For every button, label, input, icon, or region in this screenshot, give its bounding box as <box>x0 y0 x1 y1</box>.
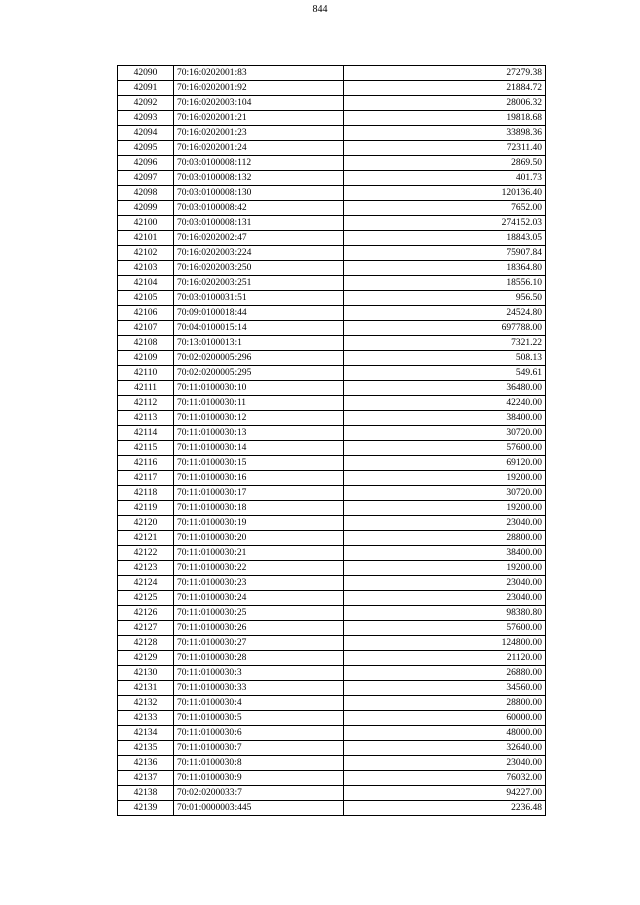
row-number-cell: 42121 <box>118 531 174 546</box>
table-row <box>118 741 546 756</box>
cadastral-value-cell: 401.73 <box>344 171 546 186</box>
row-number-cell: 42110 <box>118 366 174 381</box>
row-number-cell: 42125 <box>118 591 174 606</box>
table-row <box>118 201 546 216</box>
table-row <box>118 801 546 816</box>
cadastral-number-cell: 70:01:0000003:445 <box>174 801 344 816</box>
table-row <box>118 471 546 486</box>
row-number-cell: 42104 <box>118 276 174 291</box>
cadastral-number-cell: 70:11:0100030:14 <box>174 441 344 456</box>
row-number-cell: 42090 <box>118 66 174 81</box>
cadastral-number-cell: 70:11:0100030:9 <box>174 771 344 786</box>
cadastral-number-cell: 70:04:0100015:14 <box>174 321 344 336</box>
cadastral-value-cell: 76032.00 <box>344 771 546 786</box>
cadastral-value-cell: 19818.68 <box>344 111 546 126</box>
cadastral-number-cell: 70:03:0100008:130 <box>174 186 344 201</box>
cadastral-number-cell: 70:11:0100030:13 <box>174 426 344 441</box>
cadastral-value-cell: 26880.00 <box>344 666 546 681</box>
table-row <box>118 66 546 81</box>
row-number-cell: 42105 <box>118 291 174 306</box>
cadastral-value-cell: 18364.80 <box>344 261 546 276</box>
row-number-cell: 42133 <box>118 711 174 726</box>
cadastral-value-cell: 19200.00 <box>344 471 546 486</box>
cadastral-value-table <box>117 65 546 816</box>
row-number-cell: 42113 <box>118 411 174 426</box>
table-row <box>118 591 546 606</box>
table-row <box>118 546 546 561</box>
cadastral-number-cell: 70:16:0202002:47 <box>174 231 344 246</box>
cadastral-number-cell: 70:09:0100018:44 <box>174 306 344 321</box>
cadastral-value-cell: 72311.40 <box>344 141 546 156</box>
table-row <box>118 576 546 591</box>
cadastral-number-cell: 70:16:0202001:23 <box>174 126 344 141</box>
table-row <box>118 501 546 516</box>
cadastral-value-cell: 34560.00 <box>344 681 546 696</box>
row-number-cell: 42111 <box>118 381 174 396</box>
row-number-cell: 42124 <box>118 576 174 591</box>
table-body <box>118 66 546 816</box>
cadastral-number-cell: 70:03:0100008:132 <box>174 171 344 186</box>
row-number-cell: 42117 <box>118 471 174 486</box>
table-row <box>118 606 546 621</box>
table-row <box>118 456 546 471</box>
cadastral-value-cell: 18556.10 <box>344 276 546 291</box>
cadastral-value-cell: 124800.00 <box>344 636 546 651</box>
cadastral-number-cell: 70:16:0202003:250 <box>174 261 344 276</box>
row-number-cell: 42123 <box>118 561 174 576</box>
table-row <box>118 666 546 681</box>
cadastral-value-cell: 120136.40 <box>344 186 546 201</box>
table-row <box>118 231 546 246</box>
cadastral-number-cell: 70:02:0200005:296 <box>174 351 344 366</box>
table-row <box>118 786 546 801</box>
table-row <box>118 561 546 576</box>
cadastral-number-cell: 70:11:0100030:33 <box>174 681 344 696</box>
table-row <box>118 321 546 336</box>
cadastral-value-cell: 24524.80 <box>344 306 546 321</box>
cadastral-value-cell: 23040.00 <box>344 756 546 771</box>
row-number-cell: 42131 <box>118 681 174 696</box>
row-number-cell: 42129 <box>118 651 174 666</box>
cadastral-value-cell: 2869.50 <box>344 156 546 171</box>
cadastral-value-cell: 28800.00 <box>344 531 546 546</box>
cadastral-value-cell: 508.13 <box>344 351 546 366</box>
table-row <box>118 186 546 201</box>
table-row <box>118 516 546 531</box>
cadastral-value-cell: 18843.05 <box>344 231 546 246</box>
cadastral-value-cell: 57600.00 <box>344 621 546 636</box>
cadastral-number-cell: 70:16:0202001:24 <box>174 141 344 156</box>
cadastral-number-cell: 70:11:0100030:8 <box>174 756 344 771</box>
page-number: 844 <box>312 4 328 15</box>
cadastral-number-cell: 70:03:0100008:42 <box>174 201 344 216</box>
cadastral-number-cell: 70:16:0202003:224 <box>174 246 344 261</box>
cadastral-number-cell: 70:11:0100030:17 <box>174 486 344 501</box>
table-row <box>118 621 546 636</box>
row-number-cell: 42091 <box>118 81 174 96</box>
table-row <box>118 261 546 276</box>
row-number-cell: 42098 <box>118 186 174 201</box>
table-row <box>118 96 546 111</box>
table-row <box>118 381 546 396</box>
row-number-cell: 42127 <box>118 621 174 636</box>
cadastral-value-cell: 2236.48 <box>344 801 546 816</box>
cadastral-value-cell: 33898.36 <box>344 126 546 141</box>
row-number-cell: 42119 <box>118 501 174 516</box>
cadastral-number-cell: 70:11:0100030:26 <box>174 621 344 636</box>
row-number-cell: 42138 <box>118 786 174 801</box>
cadastral-number-cell: 70:11:0100030:18 <box>174 501 344 516</box>
row-number-cell: 42106 <box>118 306 174 321</box>
row-number-cell: 42097 <box>118 171 174 186</box>
table-row <box>118 126 546 141</box>
cadastral-value-cell: 21884.72 <box>344 81 546 96</box>
cadastral-number-cell: 70:16:0202001:21 <box>174 111 344 126</box>
table-row <box>118 411 546 426</box>
cadastral-value-cell: 697788.00 <box>344 321 546 336</box>
cadastral-value-cell: 28800.00 <box>344 696 546 711</box>
cadastral-number-cell: 70:02:0200033:7 <box>174 786 344 801</box>
cadastral-value-cell: 69120.00 <box>344 456 546 471</box>
row-number-cell: 42112 <box>118 396 174 411</box>
table-row <box>118 81 546 96</box>
table-row <box>118 351 546 366</box>
cadastral-number-cell: 70:11:0100030:28 <box>174 651 344 666</box>
cadastral-number-cell: 70:11:0100030:25 <box>174 606 344 621</box>
row-number-cell: 42134 <box>118 726 174 741</box>
cadastral-number-cell: 70:03:0100031:51 <box>174 291 344 306</box>
table-row <box>118 531 546 546</box>
row-number-cell: 42094 <box>118 126 174 141</box>
cadastral-value-cell: 48000.00 <box>344 726 546 741</box>
cadastral-number-cell: 70:11:0100030:5 <box>174 711 344 726</box>
cadastral-number-cell: 70:11:0100030:15 <box>174 456 344 471</box>
cadastral-value-cell: 23040.00 <box>344 591 546 606</box>
row-number-cell: 42107 <box>118 321 174 336</box>
cadastral-value-cell: 98380.80 <box>344 606 546 621</box>
cadastral-number-cell: 70:11:0100030:4 <box>174 696 344 711</box>
cadastral-value-cell: 36480.00 <box>344 381 546 396</box>
cadastral-value-cell: 38400.00 <box>344 411 546 426</box>
cadastral-value-cell: 94227.00 <box>344 786 546 801</box>
row-number-cell: 42118 <box>118 486 174 501</box>
table-row <box>118 726 546 741</box>
row-number-cell: 42130 <box>118 666 174 681</box>
table-row <box>118 156 546 171</box>
cadastral-value-cell: 23040.00 <box>344 516 546 531</box>
cadastral-number-cell: 70:03:0100008:131 <box>174 216 344 231</box>
row-number-cell: 42139 <box>118 801 174 816</box>
cadastral-value-cell: 57600.00 <box>344 441 546 456</box>
cadastral-number-cell: 70:11:0100030:27 <box>174 636 344 651</box>
table-row <box>118 291 546 306</box>
cadastral-value-cell: 27279.38 <box>344 66 546 81</box>
row-number-cell: 42102 <box>118 246 174 261</box>
table-row <box>118 636 546 651</box>
cadastral-number-cell: 70:16:0202001:92 <box>174 81 344 96</box>
cadastral-value-cell: 75907.84 <box>344 246 546 261</box>
row-number-cell: 42108 <box>118 336 174 351</box>
cadastral-value-cell: 42240.00 <box>344 396 546 411</box>
cadastral-number-cell: 70:11:0100030:16 <box>174 471 344 486</box>
cadastral-number-cell: 70:02:0200005:295 <box>174 366 344 381</box>
cadastral-number-cell: 70:11:0100030:11 <box>174 396 344 411</box>
table-row <box>118 276 546 291</box>
row-number-cell: 42109 <box>118 351 174 366</box>
cadastral-number-cell: 70:16:0202003:251 <box>174 276 344 291</box>
cadastral-value-cell: 23040.00 <box>344 576 546 591</box>
cadastral-number-cell: 70:11:0100030:24 <box>174 591 344 606</box>
table-row <box>118 696 546 711</box>
cadastral-value-cell: 956.50 <box>344 291 546 306</box>
cadastral-value-cell: 30720.00 <box>344 486 546 501</box>
cadastral-number-cell: 70:16:0202001:83 <box>174 66 344 81</box>
row-number-cell: 42120 <box>118 516 174 531</box>
table-row <box>118 246 546 261</box>
row-number-cell: 42115 <box>118 441 174 456</box>
cadastral-value-cell: 60000.00 <box>344 711 546 726</box>
table-row <box>118 486 546 501</box>
cadastral-value-cell: 7321.22 <box>344 336 546 351</box>
cadastral-value-cell: 274152.03 <box>344 216 546 231</box>
cadastral-value-cell: 32640.00 <box>344 741 546 756</box>
cadastral-value-cell: 19200.00 <box>344 501 546 516</box>
cadastral-value-cell: 30720.00 <box>344 426 546 441</box>
row-number-cell: 42122 <box>118 546 174 561</box>
cadastral-value-cell: 21120.00 <box>344 651 546 666</box>
row-number-cell: 42096 <box>118 156 174 171</box>
cadastral-number-cell: 70:11:0100030:6 <box>174 726 344 741</box>
cadastral-number-cell: 70:11:0100030:19 <box>174 516 344 531</box>
row-number-cell: 42114 <box>118 426 174 441</box>
table-row <box>118 111 546 126</box>
table-row <box>118 681 546 696</box>
row-number-cell: 42132 <box>118 696 174 711</box>
cadastral-number-cell: 70:11:0100030:22 <box>174 561 344 576</box>
table-row <box>118 651 546 666</box>
row-number-cell: 42103 <box>118 261 174 276</box>
row-number-cell: 42100 <box>118 216 174 231</box>
cadastral-number-cell: 70:03:0100008:112 <box>174 156 344 171</box>
table-row <box>118 711 546 726</box>
row-number-cell: 42092 <box>118 96 174 111</box>
cadastral-number-cell: 70:13:0100013:1 <box>174 336 344 351</box>
cadastral-number-cell: 70:11:0100030:20 <box>174 531 344 546</box>
table-row <box>118 366 546 381</box>
row-number-cell: 42128 <box>118 636 174 651</box>
row-number-cell: 42135 <box>118 741 174 756</box>
cadastral-number-cell: 70:11:0100030:21 <box>174 546 344 561</box>
table-row <box>118 306 546 321</box>
table-row <box>118 141 546 156</box>
table-row <box>118 771 546 786</box>
row-number-cell: 42136 <box>118 756 174 771</box>
cadastral-number-cell: 70:11:0100030:12 <box>174 411 344 426</box>
table-row <box>118 756 546 771</box>
row-number-cell: 42116 <box>118 456 174 471</box>
cadastral-value-cell: 7652.00 <box>344 201 546 216</box>
cadastral-number-cell: 70:11:0100030:10 <box>174 381 344 396</box>
cadastral-value-cell: 549.61 <box>344 366 546 381</box>
cadastral-number-cell: 70:11:0100030:23 <box>174 576 344 591</box>
cadastral-number-cell: 70:16:0202003:104 <box>174 96 344 111</box>
table-row <box>118 441 546 456</box>
row-number-cell: 42101 <box>118 231 174 246</box>
row-number-cell: 42126 <box>118 606 174 621</box>
row-number-cell: 42093 <box>118 111 174 126</box>
cadastral-value-cell: 19200.00 <box>344 561 546 576</box>
row-number-cell: 42095 <box>118 141 174 156</box>
row-number-cell: 42099 <box>118 201 174 216</box>
row-number-cell: 42137 <box>118 771 174 786</box>
cadastral-number-cell: 70:11:0100030:7 <box>174 741 344 756</box>
table-row <box>118 216 546 231</box>
cadastral-number-cell: 70:11:0100030:3 <box>174 666 344 681</box>
cadastral-value-cell: 28006.32 <box>344 96 546 111</box>
table-row <box>118 396 546 411</box>
table-row <box>118 171 546 186</box>
table-row <box>118 336 546 351</box>
table-row <box>118 426 546 441</box>
cadastral-value-cell: 38400.00 <box>344 546 546 561</box>
